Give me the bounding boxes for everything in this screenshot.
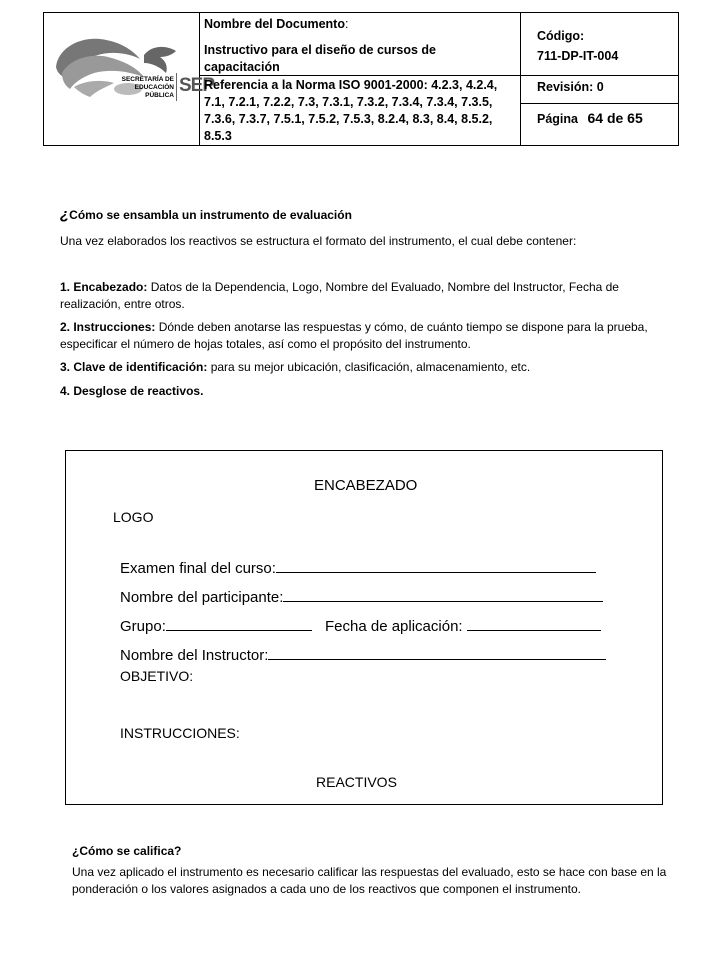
doc-name-label [204, 16, 514, 33]
document-header [43, 12, 679, 146]
form-field-label: Examen final del curso: [120, 560, 276, 577]
header-divider [520, 13, 521, 145]
section-intro: Una vez elaborados los reactivos se estructura el formato del instrumento, el cual debe contener: [60, 234, 577, 248]
header-divider [520, 75, 678, 76]
list-item-text: para su mejor ubicación, clasificación, almacenamiento, etc. [207, 360, 531, 374]
list-item [60, 279, 662, 313]
code-value: 711-DP-IT-004 [537, 49, 619, 63]
form-field-participant [120, 587, 603, 607]
form-field-label: Fecha de aplicación: [325, 618, 463, 635]
sep-wordmark: SEP [179, 75, 215, 96]
page-number [537, 110, 643, 128]
form-logo-label: LOGO [113, 509, 154, 525]
form-blank-line [276, 558, 596, 573]
page-value: 64 de 65 [587, 110, 643, 126]
list-item-label: 3. Clave de identificación: [60, 360, 208, 374]
doc-name-colon: : [345, 17, 349, 31]
list-item-text: Dónde deben anotarse las respuestas y cómo, de cuánto tiempo se dispone para la prueba, especificar el número de hojas totales, así como el propósito del instrumento. [60, 320, 648, 351]
sep-logo [48, 27, 198, 117]
section-body: Una vez aplicado el instrumento es necesario calificar las respuestas del evaluado, esto se hace con base en la ponderación o los valores asignados a cada uno de los reactivos que componen el instrumento. [72, 865, 667, 896]
section-title: ¿Cómo se califica? [72, 844, 182, 858]
form-blank-line [467, 616, 601, 631]
form-objective: OBJETIVO: [120, 668, 194, 684]
list-item [60, 319, 662, 353]
list-item-text: Datos de la Dependencia, Logo, Nombre del Evaluado, Nombre del Instructor, Fecha de realización, entre otros. [60, 280, 619, 311]
list-item [60, 359, 662, 376]
header-divider [520, 103, 678, 104]
iso-reference: Referencia a la Norma ISO 9001-2000: 4.2.3, 4.2.4, 7.1, 7.2.1, 7.2.2, 7.3, 7.3.1, 7.3.2, 7.3.4, 7.3.4, 7.3.5, 7.3.6, 7.3.7, 7.5.1, 7.5.2, 7.5.3, 8.2.4, 8.3, 8.4, 8.5.2, 8.5.3 [204, 78, 498, 143]
form-field-group [120, 616, 312, 636]
section-title-text: Cómo se ensambla un instrumento de evaluación [69, 208, 352, 222]
form-field-instructor [120, 645, 606, 665]
section-title [60, 206, 660, 224]
logo-text-line: EDUCACIÓN [134, 84, 174, 91]
form-field-date [325, 616, 601, 636]
logo-text-line: SECRETARÍA DE [121, 76, 174, 83]
doc-name-label-text: Nombre del Documento [204, 17, 345, 31]
logo-text [114, 76, 174, 100]
form-blank-line [166, 616, 312, 631]
logo-divider [176, 73, 177, 101]
revision: Revisión: 0 [537, 80, 604, 94]
form-field-label: Grupo: [120, 618, 166, 635]
list-item-label: 2. Instrucciones: [60, 320, 156, 334]
question-mark: ¿ [60, 206, 70, 223]
form-blank-line [268, 645, 606, 660]
form-field-exam [120, 558, 596, 578]
form-field-label: Nombre del participante: [120, 589, 284, 606]
list-item-label: 1. Encabezado: [60, 280, 148, 294]
page-label: Página [537, 112, 578, 126]
logo-text-line: PÚBLICA [145, 92, 174, 99]
list-item [60, 383, 662, 400]
form-field-label: Nombre del Instructor: [120, 647, 269, 664]
form-items: REACTIVOS [316, 774, 397, 790]
eagle-emblem-icon [48, 27, 198, 117]
code-label: Código: [537, 29, 585, 43]
form-instructions: INSTRUCCIONES: [120, 725, 240, 741]
form-blank-line [283, 587, 603, 602]
form-heading: ENCABEZADO [314, 477, 418, 494]
doc-title: Instructivo para el diseño de cursos de capacitación [204, 43, 437, 74]
list-item-label: 4. Desglose de reactivos. [60, 384, 204, 398]
